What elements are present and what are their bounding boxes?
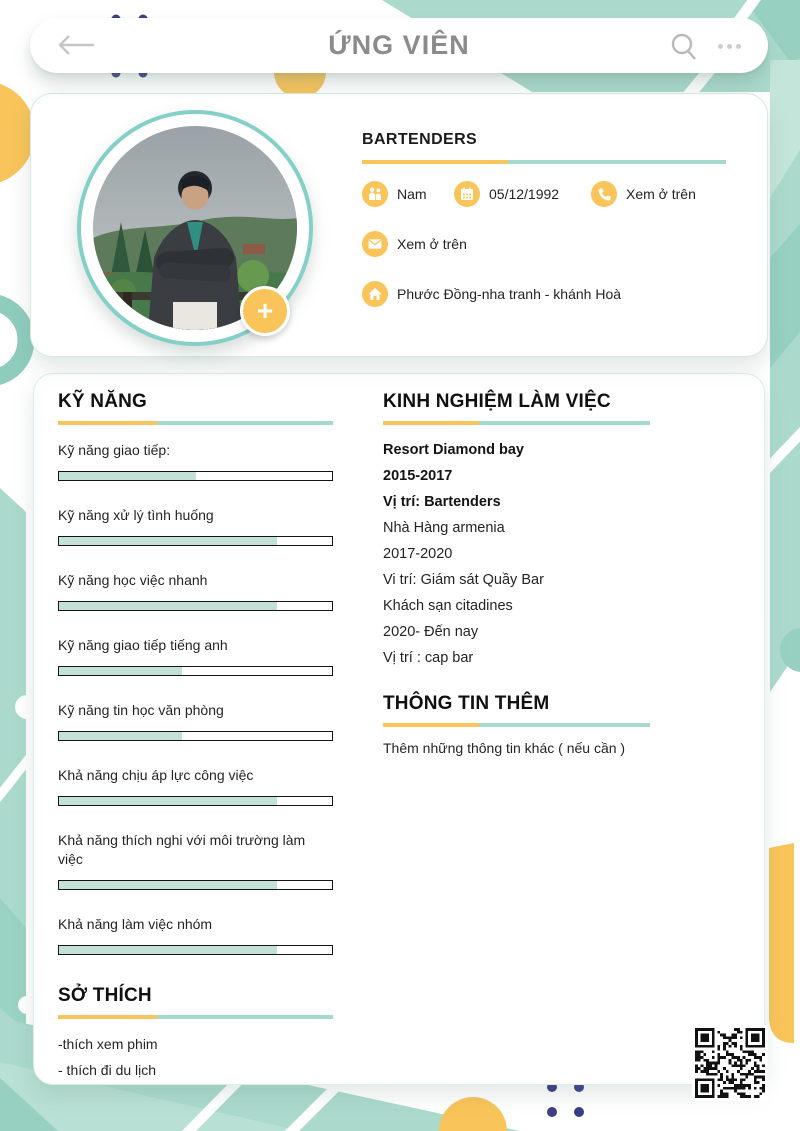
skill-label: Khả năng làm việc nhóm: [58, 916, 213, 932]
experience-line: Khách sạn citadines: [383, 598, 513, 614]
more-options-button[interactable]: [712, 40, 746, 52]
skill-label: Khả năng chịu áp lực công việc: [58, 767, 254, 783]
email-icon: [362, 231, 388, 257]
header-bar: [30, 18, 768, 73]
phone-field: [591, 181, 696, 207]
dot-grid-bottom: [547, 1082, 584, 1117]
experience-line: Resort Diamond bay: [383, 442, 524, 458]
progress-fill: [59, 667, 182, 675]
skills-list: [58, 441, 333, 955]
skill-item: [58, 636, 333, 676]
progress-bar: [58, 471, 333, 481]
skill-item: [58, 571, 333, 611]
gender-field: [362, 181, 427, 207]
hobbies-underline: [58, 1015, 333, 1019]
skill-label: Kỹ năng học việc nhanh: [58, 572, 208, 588]
hobby-item: -thích xem phim: [58, 1036, 158, 1052]
progress-bar: [58, 796, 333, 806]
skills-underline: [58, 421, 333, 425]
calendar-icon: [454, 181, 480, 207]
progress-bar: [58, 601, 333, 611]
experience-line: Vị trí: Bartenders: [383, 494, 501, 510]
birthdate-value: 05/12/1992: [489, 186, 560, 202]
hobby-list: [58, 1031, 333, 1083]
position-title: BARTENDERS: [362, 131, 478, 148]
experience-line: 2020- Đến nay: [383, 624, 479, 640]
progress-fill: [59, 946, 277, 954]
address-value: Phước Đồng-nha tranh - khánh Hoà: [397, 286, 622, 302]
progress-fill: [59, 602, 277, 610]
progress-bar: [58, 666, 333, 676]
experience-line: 2015-2017: [383, 468, 453, 484]
skill-label: Kỹ năng giao tiếp:: [58, 442, 171, 458]
skill-label: Khả năng thích nghi với môi trường làm việc: [58, 832, 306, 867]
profile-info: [362, 94, 742, 356]
progress-fill: [59, 472, 196, 480]
skill-item: [58, 506, 333, 546]
progress-fill: [59, 881, 277, 889]
progress-bar: [58, 945, 333, 955]
page-title: ỨNG VIÊN: [328, 30, 470, 60]
search-icon[interactable]: [668, 31, 700, 63]
skills-title: KỸ NĂNG: [58, 391, 148, 412]
hobbies-title: SỞ THÍCH: [58, 985, 152, 1006]
gender-value: Nam: [397, 186, 427, 202]
home-icon: [362, 281, 388, 307]
phone-value: Xem ở trên: [626, 186, 696, 202]
resume-card: [33, 373, 765, 1085]
experience-line: Vi trí: Giám sát Quầy Bar: [383, 572, 544, 588]
skill-item: [58, 701, 333, 741]
add-photo-button[interactable]: +: [240, 286, 290, 336]
skill-label: Kỹ năng xử lý tình huống: [58, 507, 214, 523]
skill-item: [58, 766, 333, 806]
phone-icon: [591, 181, 617, 207]
profile-card: [30, 93, 768, 357]
experience-underline: [383, 421, 650, 425]
additional-note: Thêm những thông tin khác ( nếu cần ): [383, 740, 626, 756]
additional-title: THÔNG TIN THÊM: [383, 693, 550, 714]
qr-code: [692, 1025, 768, 1101]
additional-underline: [383, 723, 650, 727]
birthdate-field: [454, 181, 559, 207]
skill-item: [58, 915, 333, 955]
experience-list: [383, 437, 735, 671]
progress-bar: [58, 731, 333, 741]
gender-icon: [362, 181, 388, 207]
title-underline: [362, 160, 726, 164]
progress-bar: [58, 880, 333, 890]
progress-fill: [59, 537, 277, 545]
experience-line: 2017-2020: [383, 546, 453, 562]
hobby-item: - thích đi du lịch: [58, 1062, 157, 1078]
skill-item: [58, 831, 333, 890]
skill-label: Kỹ năng giao tiếp tiếng anh: [58, 637, 228, 653]
progress-fill: [59, 732, 182, 740]
skill-label: Kỹ năng tin học văn phòng: [58, 702, 224, 718]
progress-fill: [59, 797, 277, 805]
skill-item: [58, 441, 333, 481]
experience-line: Vị trí : cap bar: [383, 650, 474, 666]
progress-bar: [58, 536, 333, 546]
email-value: Xem ở trên: [397, 236, 467, 252]
experience-line: Nhà Hàng armenia: [383, 520, 505, 536]
experience-title: KINH NGHIỆM LÀM VIỆC: [383, 391, 611, 412]
